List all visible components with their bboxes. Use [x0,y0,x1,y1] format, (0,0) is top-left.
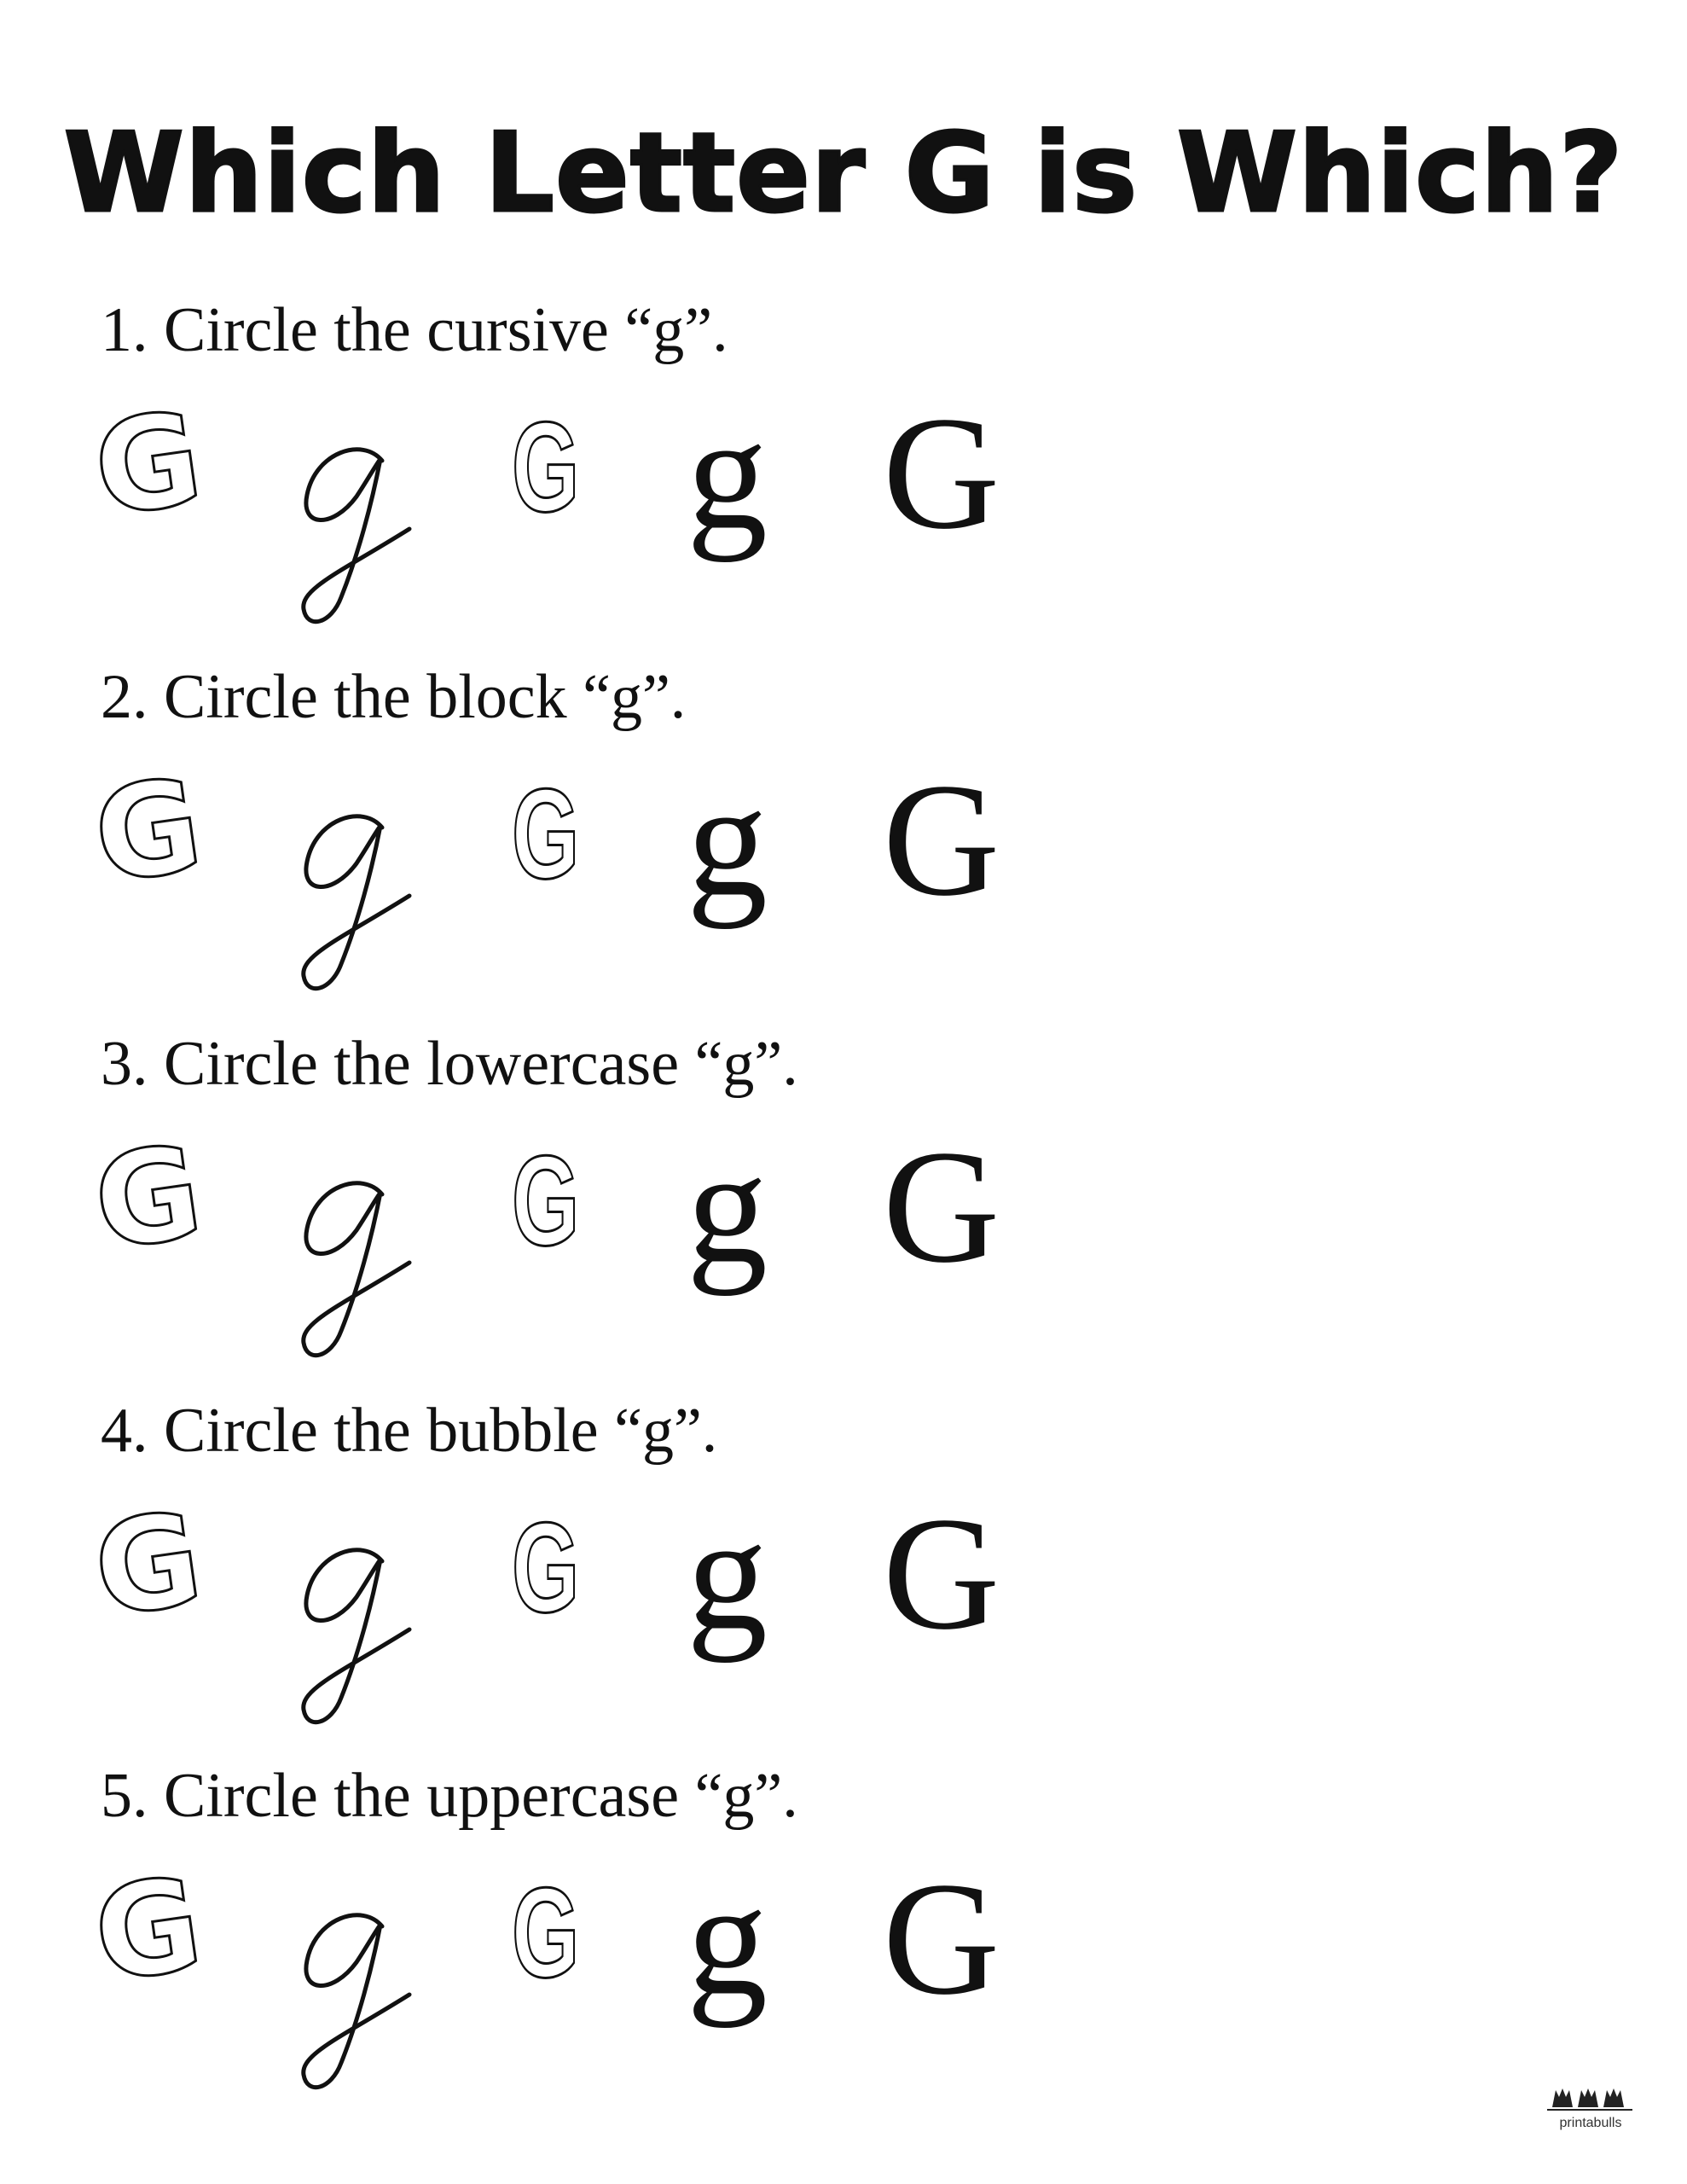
choice-cursive-g[interactable] [281,1527,426,1740]
choice-uppercase-g[interactable]: G [883,384,1000,563]
letter-choices [0,1761,1687,2088]
choice-bubble-g[interactable]: G [85,751,211,913]
brand-logo[interactable] [1544,2082,1638,2133]
question-prompt: 1. Circle the cursive “g”. [101,295,728,365]
choice-cursive-g[interactable] [281,427,426,640]
cursive-g-stroke [304,1915,409,2088]
cursive-g-stroke [304,816,409,989]
brand-name: printabulls [1559,2116,1622,2130]
choice-lowercase-g[interactable]: g [687,1484,768,1664]
choice-uppercase-g[interactable]: G [883,751,1000,930]
choice-bubble-g[interactable]: G [85,1850,211,2012]
question-prompt: 4. Circle the bubble “g”. [101,1396,718,1466]
choice-cursive-g[interactable] [281,1160,426,1374]
choice-uppercase-g[interactable]: G [883,1118,1000,1297]
choice-cursive-g[interactable] [281,793,426,1007]
choice-lowercase-g[interactable]: g [687,1118,768,1297]
choice-lowercase-g[interactable]: g [687,384,768,563]
bulls-icon [1544,2082,1638,2112]
letter-choices [0,662,1687,990]
choice-cursive-g[interactable] [281,1892,426,2106]
letter-choices [0,1029,1687,1356]
page-title: Which Letter G is Which? [63,110,1624,237]
cursive-g-stroke [304,1183,409,1356]
cursive-g-stroke [304,450,409,622]
choice-bubble-g[interactable]: G [85,384,211,546]
cursive-g-stroke [304,1550,409,1722]
question-prompt: 2. Circle the block “g”. [101,662,687,732]
choice-uppercase-g[interactable]: G [883,1850,1000,2029]
letter-choices [0,295,1687,623]
choice-block-g[interactable]: G [512,1861,580,2004]
choice-bubble-g[interactable]: G [85,1118,211,1280]
choice-bubble-g[interactable]: G [85,1484,211,1647]
choice-lowercase-g[interactable]: g [687,1850,768,2029]
question-prompt: 5. Circle the uppercase “g”. [101,1761,798,1831]
choice-block-g[interactable]: G [512,395,580,538]
question-prompt: 3. Circle the lowercase “g”. [101,1029,798,1099]
choice-uppercase-g[interactable]: G [883,1484,1000,1664]
choice-block-g[interactable]: G [512,1129,580,1272]
letter-choices [0,1396,1687,1723]
choice-lowercase-g[interactable]: g [687,751,768,930]
choice-block-g[interactable]: G [512,762,580,905]
choice-block-g[interactable]: G [512,1496,580,1639]
